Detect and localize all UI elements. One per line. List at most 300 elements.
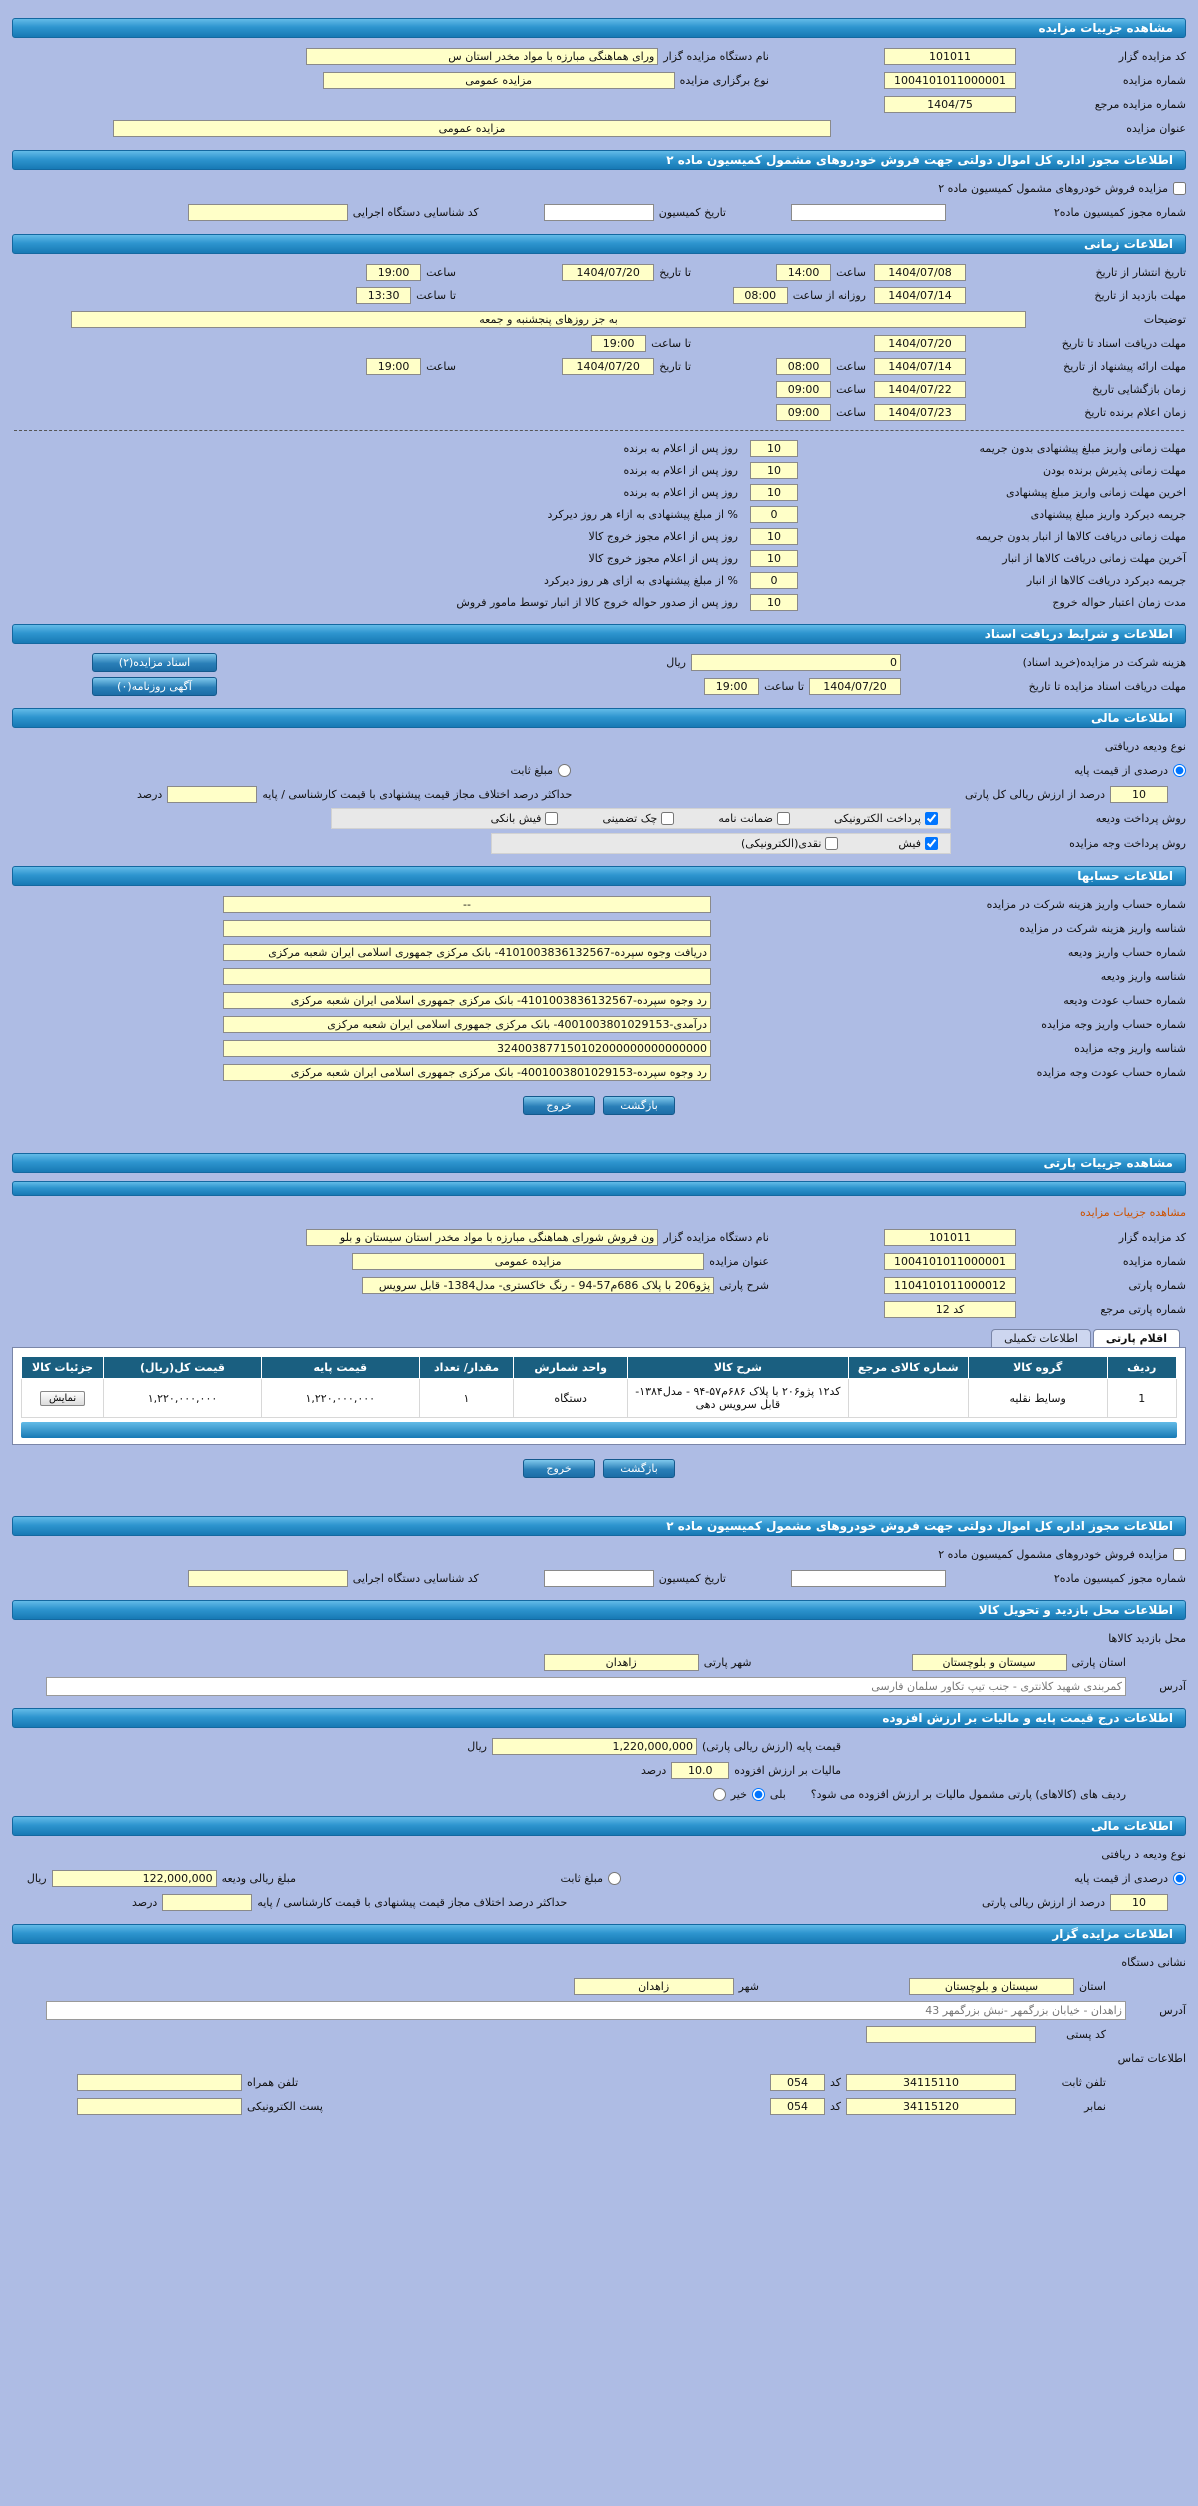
rial-label: ریال — [467, 1739, 487, 1753]
visit-label: مهلت بازدید از تاریخ — [1094, 288, 1186, 302]
offer-label: مهلت ارائه پیشنهاد از تاریخ — [1063, 359, 1186, 373]
party-auction-title-label: عنوان مزایده — [709, 1254, 769, 1268]
bidder-city-input[interactable] — [574, 1978, 734, 1995]
party-number-label: شماره پارتی — [1128, 1278, 1186, 1292]
commission-agency-label: کد شناسایی دستگاه اجرایی — [352, 205, 479, 219]
account-row — [12, 990, 1186, 1010]
vat-yes-radio[interactable] — [752, 1788, 765, 1801]
timing-header: اطلاعات زمانی — [12, 234, 1186, 254]
party-auctioneer-code-input[interactable] — [884, 1229, 1016, 1246]
exit-button[interactable]: خروج — [523, 1096, 595, 1115]
newspaper-ad-button[interactable]: آگهی روزنامه(۰) — [92, 677, 217, 696]
auction-buttons-row — [12, 1096, 1186, 1115]
cell-goods-ref — [848, 1379, 968, 1418]
to-date-label: تا تاریخ — [659, 265, 691, 279]
max-diff-label: حداکثر درصد اختلاف مجاز قیمت پیشنهادی با قیمت کارشناسی / پایه — [262, 787, 573, 801]
party-ref-label: شماره پارتی مرجع — [1100, 1302, 1186, 1316]
commission-permit-label-2: شماره مجوز کمیسیون ماده۲ — [1053, 1571, 1186, 1585]
commission-permit-label: شماره مجوز کمیسیون ماده۲ — [1053, 205, 1186, 219]
deposit-method-label: روش پرداخت ودیعه — [1095, 812, 1186, 825]
daily-from-label: روزانه از ساعت — [792, 288, 866, 302]
cell-goods-desc: کد۱۲ پژو۲۰۶ با پلاک ۶۸۶م۵۷-۹۴ - مدل۱۳۸۴- قابل سرویس دهی — [627, 1379, 848, 1418]
to-hour-label: تا ساعت — [416, 288, 456, 302]
auction-ref-input[interactable] — [884, 96, 1016, 113]
to-date-label: تا تاریخ — [659, 359, 691, 373]
penalty-label: مهلت زمانی دریافت کالاها از انبار بدون جریمه — [975, 530, 1186, 543]
fax-label: نمابر — [1084, 2099, 1106, 2113]
party-number-input[interactable] — [884, 1277, 1016, 1294]
col-goods-ref: شماره کالای مرجع — [848, 1357, 968, 1379]
percent-of-base-radio-2[interactable] — [1173, 1872, 1186, 1885]
price-vat-header: اطلاعات درج قیمت پایه و مالیات بر ارزش افزوده — [12, 1708, 1186, 1728]
base-price-input[interactable] — [492, 1738, 697, 1755]
penalty-label: جریمه دیرکرد دریافت کالاها از انبار — [1026, 574, 1186, 587]
row-party-number — [12, 1275, 1186, 1295]
percent-of-base-radio[interactable] — [1173, 764, 1186, 777]
penalty-label: آخرین مهلت زمانی دریافت کالاها از انبار — [1002, 552, 1186, 565]
back-button[interactable]: بازگشت — [603, 1459, 675, 1478]
auction-number-label: شماره مزایده — [1122, 73, 1186, 87]
account-input[interactable] — [223, 1016, 711, 1033]
account-label: شناسه واریز ودیعه — [1100, 969, 1186, 983]
winner-date-input[interactable] — [874, 404, 966, 421]
row-auction-code — [12, 46, 1186, 66]
party-items-table — [21, 1356, 1177, 1418]
percent-word-label: درصد — [132, 1895, 158, 1909]
penalty-input[interactable] — [750, 462, 798, 479]
financial-header: اطلاعات مالی — [12, 708, 1186, 728]
auctioneer-code-input[interactable] — [884, 48, 1016, 65]
penalty-row — [12, 549, 1186, 568]
winner-time-input[interactable] — [776, 404, 831, 421]
email-input[interactable] — [77, 2098, 242, 2115]
account-row — [12, 918, 1186, 938]
winner-label: زمان اعلام برنده تاریخ — [1084, 405, 1186, 419]
bidder-address-input[interactable] — [46, 2001, 1126, 2020]
rial-label: ریال — [26, 1871, 47, 1885]
mobile-label: تلفن همراه — [247, 2075, 299, 2089]
method-guarantee[interactable]: ضمانت نامه — [718, 812, 790, 825]
offer-time-input[interactable] — [776, 358, 831, 375]
row-visit-address — [12, 1676, 1186, 1696]
show-goods-detail-button[interactable]: نمایش — [40, 1391, 85, 1406]
deposit-type-label-2: نوع ودیعه د ریافتی — [1101, 1847, 1186, 1861]
account-row — [12, 894, 1186, 914]
account-row — [12, 942, 1186, 962]
fax-input[interactable] — [846, 2098, 1016, 2115]
auction-number-input[interactable] — [884, 72, 1016, 89]
visit-location-header: اطلاعات محل بازدید و تحویل کالا — [12, 1600, 1186, 1620]
method-electronic[interactable]: پرداخت الکترونیکی — [834, 812, 938, 825]
opening-label: زمان بازگشایی تاریخ — [1092, 382, 1186, 396]
dotted-divider — [14, 430, 1184, 431]
visit-from-input[interactable] — [733, 287, 788, 304]
row-party-ref — [12, 1299, 1186, 1319]
row-bidder-address — [12, 2000, 1186, 2020]
cell-unit: دستگاه — [514, 1379, 628, 1418]
doc-fee-label: هزینه شرکت در مزایده(خرید اسناد) — [1022, 655, 1186, 669]
auction-type-input[interactable] — [323, 72, 675, 89]
party-auction-number-label: شماره مزایده — [1122, 1254, 1186, 1268]
row-bidder-province — [12, 1976, 1106, 1996]
financial-header-2: اطلاعات مالی — [12, 1816, 1186, 1836]
max-diff-input-2[interactable] — [162, 1894, 252, 1911]
auction-title-input[interactable] — [113, 120, 831, 137]
method-certified-check[interactable]: چک تضمینی — [602, 812, 674, 825]
publish-time-input[interactable] — [776, 264, 831, 281]
deposit-amount-input[interactable] — [52, 1870, 217, 1887]
cell-quantity: ۱ — [419, 1379, 514, 1418]
row-deposit-options — [12, 760, 1186, 780]
cash-electronic-checkbox[interactable] — [825, 837, 838, 850]
row-auction-number — [12, 70, 1186, 90]
auction-title-label: عنوان مزایده — [1126, 121, 1186, 135]
doc-deadline-date-input[interactable] — [809, 678, 901, 695]
account-input[interactable] — [223, 968, 711, 985]
row-deposit-options-2 — [12, 1868, 1186, 1888]
penalty-row — [12, 461, 1186, 480]
cell-total-price: ۱,۲۲۰,۰۰۰,۰۰۰ — [104, 1379, 262, 1418]
visit-address-input[interactable] — [46, 1677, 1126, 1696]
commission-date-input-2[interactable] — [544, 1570, 654, 1587]
cell-goods-group: وسایط نقلیه — [968, 1379, 1107, 1418]
row-phone — [12, 2072, 1106, 2092]
penalty-row — [12, 439, 1186, 458]
pay-method-band — [491, 833, 951, 854]
party-items-panel — [12, 1347, 1186, 1445]
accounts-header: اطلاعات حسابها — [12, 866, 1186, 886]
party-tabs — [12, 1329, 1186, 1347]
max-diff-input[interactable] — [167, 786, 257, 803]
account-row — [12, 1014, 1186, 1034]
opening-time-input[interactable] — [776, 381, 831, 398]
row-winner — [12, 402, 1186, 422]
percent-word-label: درصد — [137, 787, 163, 801]
deposit-amount-label: مبلغ ریالی ودیعه — [221, 1871, 296, 1885]
hour-label: ساعت — [836, 382, 866, 396]
row-commission-checkbox — [12, 178, 1186, 198]
phone-code-label: کد — [829, 2075, 841, 2089]
party-buttons-row — [12, 1459, 1186, 1478]
agency-address-title: نشانی دستگاه — [1121, 1955, 1186, 1969]
penalty-input[interactable] — [750, 572, 798, 589]
deposit-percent-input[interactable] — [1110, 786, 1168, 803]
certified-check-checkbox[interactable] — [661, 812, 674, 825]
row-pay-method — [12, 833, 1186, 854]
row-doc-deadline — [12, 676, 1186, 696]
tab-party-items[interactable]: اقلام پارتی — [1093, 1329, 1180, 1347]
phone-code-input[interactable] — [770, 2074, 825, 2091]
max-diff-label-2: حداکثر درصد اختلاف مجاز قیمت پیشنهادی با قیمت کارشناسی / پایه — [257, 1895, 568, 1909]
doc-deadline-time-input[interactable] — [704, 678, 759, 695]
visit-to-input[interactable] — [356, 287, 411, 304]
percent-of-base-label-2: درصدی از قیمت پایه — [1074, 1871, 1168, 1885]
col-quantity: مقدار/ تعداد — [419, 1357, 514, 1379]
notes-input[interactable] — [71, 311, 1026, 328]
bidder-city-label: شهر — [738, 1979, 759, 1993]
visit-date-input[interactable] — [874, 287, 966, 304]
hour-label: ساعت — [836, 405, 866, 419]
penalty-suffix: روز پس از اعلام به برنده — [623, 464, 738, 477]
publish-end-time-input[interactable] — [366, 264, 421, 281]
penalty-label: مهلت زمانی واریز مبلغ پیشنهادی بدون جریمه — [979, 442, 1186, 455]
party-province-input[interactable] — [912, 1654, 1067, 1671]
pay-cash-electronic[interactable]: نقدی(الکترونیکی) — [741, 837, 838, 850]
commission-date-input[interactable] — [544, 204, 654, 221]
party-province-label: استان پارتی — [1071, 1655, 1126, 1669]
auction-type-label: نوع برگزاری مزایده — [679, 73, 769, 87]
base-price-label: قیمت پایه (ارزش ریالی پارتی) — [702, 1739, 841, 1753]
row-doc-fee — [12, 652, 1186, 672]
penalty-input[interactable] — [750, 506, 798, 523]
guarantee-checkbox[interactable] — [777, 812, 790, 825]
party-desc-input[interactable] — [362, 1277, 714, 1294]
vat-label: مالیات بر ارزش افزوده — [734, 1763, 841, 1777]
party-auctioneer-name-label: نام دستگاه مزایده گزار — [663, 1230, 769, 1244]
row-deposit-percent-2 — [12, 1892, 1186, 1912]
notes-label: توضیحات — [1143, 312, 1186, 326]
postal-code-label: کد پستی — [1066, 2027, 1106, 2041]
penalty-suffix: روز پس از اعلام مجوز خروج کالا — [588, 530, 738, 543]
electronic-payment-checkbox[interactable] — [925, 812, 938, 825]
bidder-province-input[interactable] — [909, 1978, 1074, 1995]
party-auction-title-input[interactable] — [352, 1253, 704, 1270]
row-contact-title — [12, 2048, 1186, 2068]
account-label: شماره حساب عودت ودیعه — [1063, 993, 1186, 1007]
row-postal-code — [12, 2024, 1106, 2044]
opening-date-input[interactable] — [874, 381, 966, 398]
commission-checkbox-2[interactable] — [1173, 1548, 1186, 1561]
account-label: شماره حساب عودت وجه مزایده — [1036, 1065, 1186, 1079]
row-agency-address-title — [12, 1952, 1186, 1972]
penalty-label: مهلت زمانی پذیرش برنده بودن — [1042, 464, 1186, 477]
penalty-label: جریمه دیرکرد واریز مبلغ پیشنهادی — [1030, 508, 1186, 521]
visit-place-label: محل بازدید کالاها — [1108, 1631, 1186, 1645]
vat-yes-label: بلی — [769, 1787, 786, 1801]
hour-label: ساعت — [836, 265, 866, 279]
pay-fish[interactable]: فیش — [898, 837, 938, 850]
auctioneer-info-header: اطلاعات مزایده گزار — [12, 1924, 1186, 1944]
commission-agency-input[interactable] — [188, 204, 348, 221]
vat-no-radio[interactable] — [713, 1788, 726, 1801]
cell-goods-detail — [22, 1379, 104, 1418]
row-fax — [12, 2096, 1106, 2116]
commission-agency-input-2[interactable] — [188, 1570, 348, 1587]
table-header-row — [22, 1357, 1177, 1379]
penalty-row — [12, 505, 1186, 524]
email-label: پست الکترونیکی — [247, 2099, 323, 2113]
account-label: شماره حساب واریز وجه مزایده — [1041, 1017, 1186, 1031]
view-auction-details-link[interactable]: مشاهده جزییات مزایده — [1080, 1206, 1186, 1219]
fax-code-input[interactable] — [770, 2098, 825, 2115]
party-subheader-bar — [12, 1181, 1186, 1196]
auction-ref-label: شماره مزایده مرجع — [1094, 97, 1186, 111]
vat-input[interactable] — [671, 1762, 729, 1779]
row-party-province — [12, 1652, 1126, 1672]
commission-agency-label-2: کد شناسایی دستگاه اجرایی — [352, 1571, 479, 1585]
hour-label: ساعت — [426, 265, 456, 279]
auctioneer-code-label: کد مزایده گزار — [1118, 49, 1186, 63]
publish-end-date-input[interactable] — [562, 264, 654, 281]
docs-deadline-label: مهلت دریافت اسناد تا تاریخ — [1061, 336, 1186, 350]
deposit-percent-label-2: درصد از ارزش ریالی پارتی — [982, 1895, 1105, 1909]
bidder-province-label: استان — [1078, 1979, 1106, 1993]
fixed-amount-radio[interactable] — [558, 764, 571, 777]
commission-checkbox-label: مزایده فروش خودروهای مشمول کمیسیون ماده ۲ — [938, 181, 1168, 195]
account-row — [12, 1038, 1186, 1058]
doc-deadline-label: مهلت دریافت اسناد مزایده تا تاریخ — [1028, 679, 1186, 693]
cell-row-number: 1 — [1107, 1379, 1176, 1418]
rial-label: ریال — [666, 655, 686, 669]
deposit-percent-input-2[interactable] — [1110, 1894, 1168, 1911]
commission-date-label: تاریخ کمیسیون — [658, 205, 726, 219]
penalty-input[interactable] — [750, 550, 798, 567]
auction-documents-button[interactable]: اسناد مزایده(۲) — [92, 653, 217, 672]
auctioneer-name-label: نام دستگاه مزایده گزار — [663, 49, 769, 63]
fixed-amount-label: مبلغ ثابت — [510, 763, 553, 777]
row-auction-ref — [12, 94, 1186, 114]
penalty-input[interactable] — [750, 440, 798, 457]
row-visit-place-title — [12, 1628, 1186, 1648]
party-details-header: مشاهده جزییات پارتی — [12, 1153, 1186, 1173]
mobile-input[interactable] — [77, 2074, 242, 2091]
deposit-type-label: نوع ودیعه دریافتی — [1104, 739, 1186, 753]
postal-code-input[interactable] — [866, 2026, 1036, 2043]
fax-code-label: کد — [829, 2099, 841, 2113]
phone-label: تلفن ثابت — [1061, 2075, 1106, 2089]
row-docs-deadline — [12, 333, 1186, 353]
row-deposit-percent — [12, 784, 1186, 804]
penalty-row — [12, 571, 1186, 590]
to-hour-label: تا ساعت — [764, 679, 804, 693]
party-city-label: شهر پارتی — [703, 1655, 752, 1669]
party-desc-label: شرح پارتی — [719, 1278, 769, 1292]
vat-no-label: خیر — [730, 1787, 747, 1801]
row-auction-title — [12, 118, 1186, 138]
col-goods-detail: جزئیات کالا — [22, 1357, 104, 1379]
row-party-auction-number — [12, 1251, 1186, 1271]
row-base-price — [12, 1736, 841, 1756]
penalty-input[interactable] — [750, 484, 798, 501]
party-city-input[interactable] — [544, 1654, 699, 1671]
visit-address-label: آدرس — [1159, 1679, 1186, 1693]
percent-of-base-label: درصدی از قیمت پایه — [1074, 763, 1168, 777]
table-footer-bar — [21, 1422, 1177, 1438]
penalty-suffix: روز پس از اعلام به برنده — [623, 442, 738, 455]
row-offer — [12, 356, 1186, 376]
penalty-row — [12, 593, 1186, 612]
publish-date-input[interactable] — [874, 264, 966, 281]
row-visit-deadline — [12, 285, 1186, 305]
fixed-amount-radio-2[interactable] — [608, 1872, 621, 1885]
account-input[interactable] — [223, 992, 711, 1009]
account-label: شناسه واریز وجه مزایده — [1074, 1041, 1186, 1055]
method-bank-slip[interactable]: فیش بانکی — [491, 812, 559, 825]
account-input[interactable] — [223, 1040, 711, 1057]
penalty-label: مدت زمان اعتبار حواله خروج — [1052, 596, 1186, 609]
row-notes — [12, 309, 1186, 329]
penalty-suffix: روز پس از اعلام به برنده — [623, 486, 738, 499]
hour-label: ساعت — [426, 359, 456, 373]
commission-header: اطلاعات مجوز اداره کل اموال دولتی جهت فروش خودروهای مشمول کمیسیون ماده ۲ — [12, 150, 1186, 170]
vat-question-label: ردیف های (کالاهای) پارتی مشمول مالیات بر ارزش افزوده می شود؟ — [810, 1787, 1126, 1801]
docs-deadline-date-input[interactable] — [874, 335, 966, 352]
party-ref-input[interactable] — [884, 1301, 1016, 1318]
col-goods-group: گروه کالا — [968, 1357, 1107, 1379]
bank-slip-checkbox[interactable] — [545, 812, 558, 825]
party-auctioneer-name-input[interactable] — [306, 1229, 658, 1246]
phone-input[interactable] — [846, 2074, 1016, 2091]
cell-base-price: ۱,۲۲۰,۰۰۰,۰۰۰ — [261, 1379, 419, 1418]
row-commission-fields — [12, 202, 1186, 222]
commission-header-2: اطلاعات مجوز اداره کل اموال دولتی جهت فروش خودروهای مشمول کمیسیون ماده ۲ — [12, 1516, 1186, 1536]
offer-end-date-input[interactable] — [562, 358, 654, 375]
publish-label: تاریخ انتشار از تاریخ — [1095, 265, 1186, 279]
doc-fee-input[interactable] — [691, 654, 901, 671]
col-total-price: قیمت کل(ریال) — [104, 1357, 262, 1379]
commission-checkbox-label-2: مزایده فروش خودروهای مشمول کمیسیون ماده ۲ — [938, 1547, 1168, 1561]
penalty-suffix: % از مبلغ پیشنهادی به ازاء هر روز دیرکرد — [547, 508, 738, 521]
account-label: شماره حساب واریز هزینه شرکت در مزایده — [986, 897, 1186, 911]
back-button[interactable]: بازگشت — [603, 1096, 675, 1115]
tab-additional-info[interactable]: اطلاعات تکمیلی — [991, 1329, 1091, 1347]
account-label: شناسه واریز هزینه شرکت در مزایده — [1019, 921, 1186, 935]
account-label: شماره حساب واریز ودیعه — [1067, 945, 1186, 959]
row-opening — [12, 379, 1186, 399]
deposit-percent-label: درصد از ارزش ریالی کل پارتی — [964, 787, 1105, 801]
auctioneer-name-input[interactable] — [306, 48, 658, 65]
row-party-code — [12, 1227, 1186, 1247]
penalty-row — [12, 527, 1186, 546]
account-row — [12, 966, 1186, 986]
col-base-price: قیمت پایه — [261, 1357, 419, 1379]
penalty-suffix: روز پس از اعلام مجوز خروج کالا — [588, 552, 738, 565]
penalty-suffix: % از مبلغ پیشنهادی به ازای هر روز دیرکرد — [544, 574, 738, 587]
account-input[interactable] — [223, 1064, 711, 1081]
col-goods-desc: شرح کالا — [627, 1357, 848, 1379]
row-commission-checkbox-2 — [12, 1544, 1186, 1564]
row-vat-question — [12, 1784, 1126, 1804]
row-publish — [12, 262, 1186, 282]
col-unit: واحد شمارش — [514, 1357, 628, 1379]
commission-permit-input[interactable] — [791, 204, 946, 221]
documents-header: اطلاعات و شرایط دریافت اسناد — [12, 624, 1186, 644]
row-vat — [12, 1760, 841, 1780]
account-input[interactable] — [223, 896, 711, 913]
penalty-input[interactable] — [750, 528, 798, 545]
fish-checkbox[interactable] — [925, 837, 938, 850]
offer-end-time-input[interactable] — [366, 358, 421, 375]
docs-deadline-time-input[interactable] — [591, 335, 646, 352]
col-row-number: ردیف — [1107, 1357, 1176, 1379]
account-input[interactable] — [223, 920, 711, 937]
offer-date-input[interactable] — [874, 358, 966, 375]
commission-checkbox[interactable] — [1173, 182, 1186, 195]
commission-permit-input-2[interactable] — [791, 1570, 946, 1587]
party-auction-number-input[interactable] — [884, 1253, 1016, 1270]
hour-label: ساعت — [836, 359, 866, 373]
account-input[interactable] — [223, 944, 711, 961]
auction-details-header: مشاهده جزییات مزایده — [12, 18, 1186, 38]
to-hour-label: تا ساعت — [651, 336, 691, 350]
percent-word-label: درصد — [640, 1763, 667, 1777]
penalty-input[interactable] — [750, 594, 798, 611]
fixed-amount-label-2: مبلغ ثابت — [560, 1871, 603, 1885]
contact-info-title: اطلاعات تماس — [1117, 2051, 1186, 2065]
penalty-label: اخرین مهلت زمانی واریز مبلغ پیشنهادی — [1006, 486, 1186, 499]
exit-button[interactable]: خروج — [523, 1459, 595, 1478]
row-commission-fields-2 — [12, 1568, 1186, 1588]
